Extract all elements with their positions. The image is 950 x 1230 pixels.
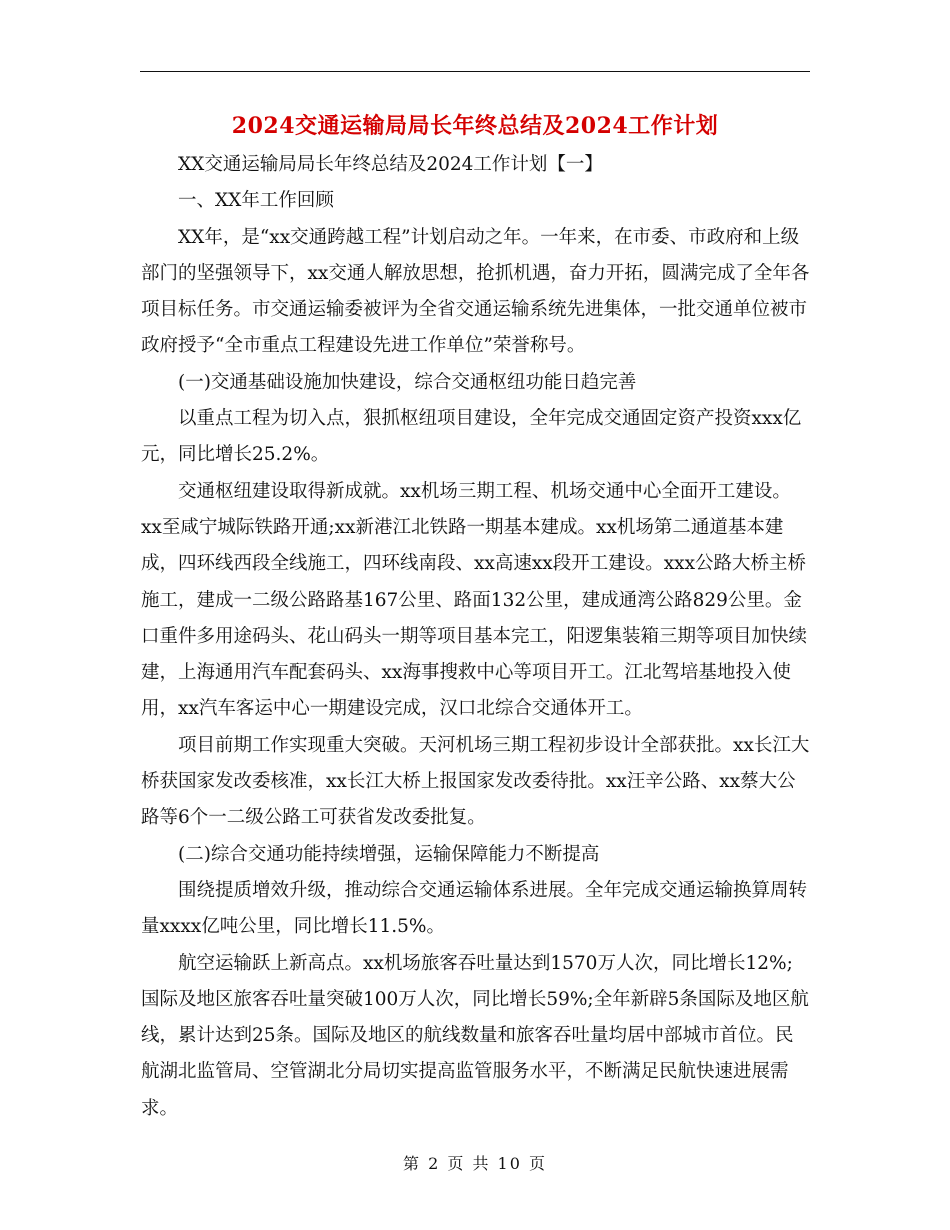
subsection-heading: (一)交通基础设施加快建设，综合交通枢纽功能日趋完善	[178, 371, 637, 393]
header-rule	[140, 71, 810, 72]
document-body	[141, 147, 811, 1127]
paragraph: XX年，是“xx交通跨越工程”计划启动之年。一年来，在市委、市政府和上级部门的坚强领导下，xx交通人解放思想，抢抓机遇，奋力开拓，圆满完成了全年各项目标任务。市交通运输委被评为全省交通运输系统先进集体，一批交通单位被市政府授予“全市重点工程建设先进工作单位”荣誉称号。	[141, 226, 810, 357]
paragraph: 围绕提质增效升级，推动综合交通运输体系进展。全年完成交通运输换算周转量xxxx亿吨公里，同比增长11.5%。	[141, 879, 808, 938]
paragraph: 航空运输跃上新高点。xx机场旅客吞吐量达到1570万人次，同比增长12%;国际及地区旅客吞吐量突破100万人次，同比增长59%;全年新辟5条国际及地区航线，累计达到25条。国际及地区的航线数量和旅客吞吐量均居中部城市首位。民航湖北监管局、空管湖北分局切实提高监管服务水平，不断满足民航快速进展需求。	[141, 952, 809, 1119]
paragraph: 项目前期工作实现重大突破。天河机场三期工程初步设计全部获批。xx长江大桥获国家发改委核准，xx长江大桥上报国家发改委待批。xx汪辛公路、xx蔡大公路等6个一二级公路工可获省发改委批复。	[141, 734, 810, 829]
subsection-heading: (二)综合交通功能持续增强，运输保障能力不断提高	[178, 843, 600, 865]
paragraph: 以重点工程为切入点，狠抓枢纽项目建设，全年完成交通固定资产投资xxx亿元，同比增长25.2%。	[141, 408, 802, 466]
section-subtitle: XX交通运输局局长年终总结及2024工作计划【一】	[178, 154, 603, 175]
document-title: 2024交通运输局局长年终总结及2024工作计划	[231, 113, 719, 139]
page-number: 第 2 页 共 10 页	[403, 1154, 547, 1173]
paragraph: 交通枢纽建设取得新成就。xx机场三期工程、机场交通中心全面开工建设。xx至咸宁城际铁路开通;xx新港江北铁路一期基本建成。xx机场第二通道基本建成，四环线西段全线施工，四环线南段、xx高速xx段开工建设。xxx公路大桥主桥施工，建成一二级公路路基167公里、路面132公里，建成通湾公路829公里。金口重件多用途码头、花山码头一期等项目基本完工，阳逻集装箱三期等项目加快续建，上海通用汽车配套码头、xx海事搜救中心等项目开工。江北驾培基地投入使用，xx汽车客运中心一期建设完成，汉口北综合交通体开工。	[141, 480, 808, 720]
section-heading: 一、XX年工作回顾	[178, 190, 334, 212]
